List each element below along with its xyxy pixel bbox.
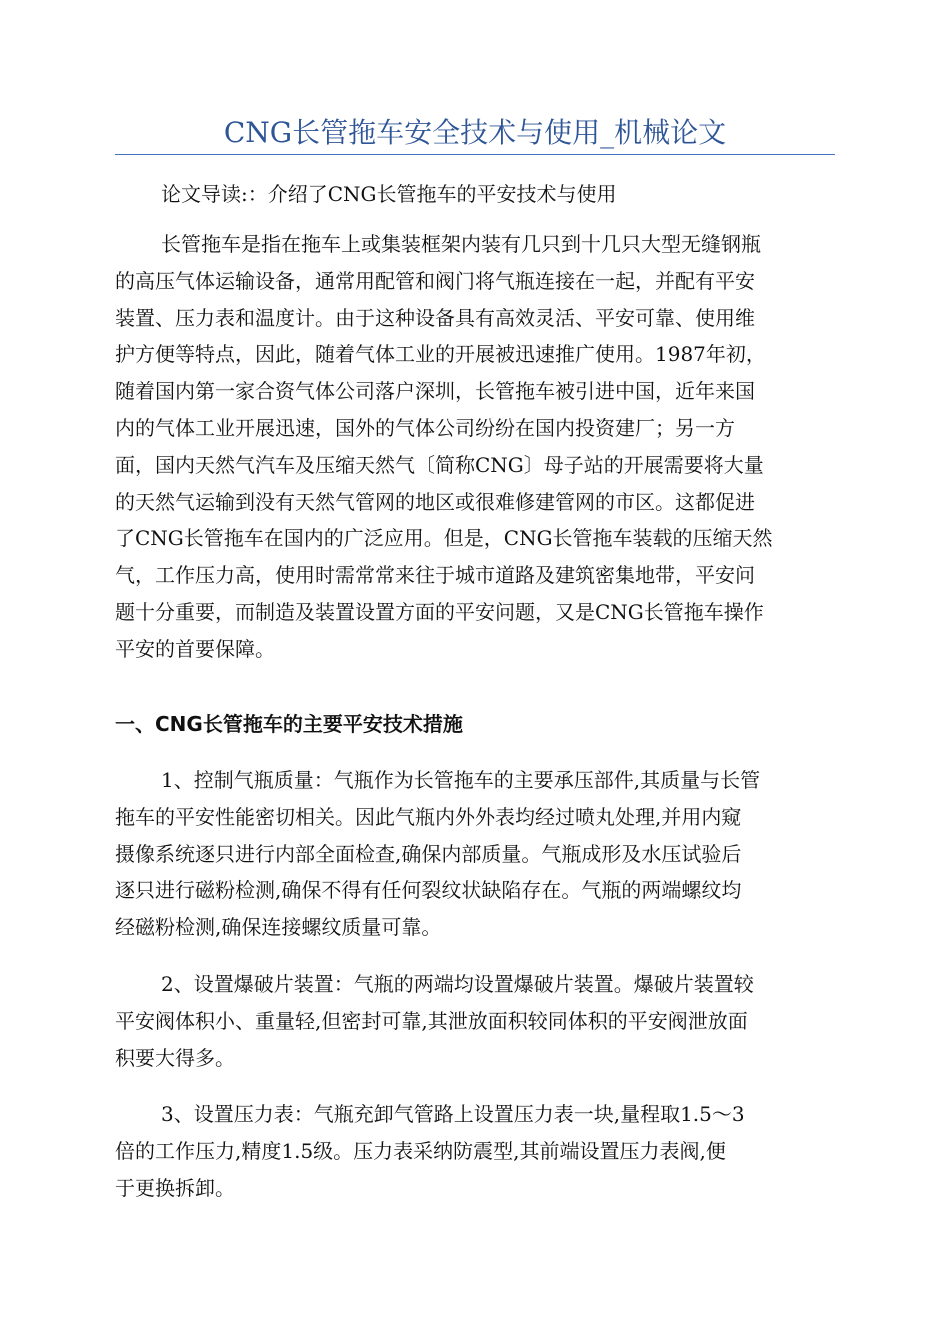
text-line: 拖车的平安性能密切相关。因此气瓶内外外表均经过喷丸处理,并用内窥: [115, 804, 742, 829]
text-line: 护方便等特点，因此，随着气体工业的开展被迅速推广使用。1987年初，: [115, 342, 766, 367]
item-3-paragraph: [115, 1096, 835, 1206]
text-line: 2、设置爆破片装置：气瓶的两端均设置爆破片装置。爆破片装置较: [161, 972, 754, 996]
text-line: 装置、压力表和温度计。由于这种设备具有高效灵活、平安可靠、使用维: [115, 305, 755, 330]
text-line: 倍的工作压力,精度1.5级。压力表采纳防震型,其前端设置压力表阀,便: [115, 1138, 726, 1163]
text-line: 平安阀体积小、重量轻,但密封可靠,其泄放面积较同体积的平安阀泄放面: [115, 1008, 748, 1033]
text-line: 气，工作压力高，使用时需常常来往于城市道路及建筑密集地带，平安问: [115, 563, 755, 588]
document-title: CNG长管拖车安全技术与使用_机械论文: [223, 116, 727, 149]
text-line: 经磁粉检测,确保连接螺纹质量可靠。: [115, 915, 442, 940]
text-line: 内的气体工业开展迅速，国外的气体公司纷纷在国内投资建厂；另一方: [115, 415, 735, 440]
intro-paragraph: [115, 176, 835, 212]
text-line: 摄像系统逐只进行内部全面检查,确保内部质量。气瓶成形及水压试验后: [115, 841, 742, 866]
title-underline: [115, 154, 835, 155]
text-line: 于更换拆卸。: [115, 1175, 235, 1200]
text-line: 平安的首要保障。: [115, 636, 275, 661]
text-line: 3、设置压力表：气瓶充卸气管路上设置压力表一块,量程取1.5～3: [161, 1102, 745, 1126]
paragraph-1: [115, 226, 835, 668]
text-line: 的高压气体运输设备，通常用配管和阀门将气瓶连接在一起，并配有平安: [115, 268, 755, 293]
text-line: 的天然气运输到没有天然气管网的地区或很难修建管网的市区。这都促进: [115, 489, 755, 514]
text-line: 长管拖车是指在拖车上或集装框架内装有几只到十几只大型无缝钢瓶: [161, 232, 761, 256]
text-line: 积要大得多。: [115, 1045, 235, 1070]
intro-line: 论文导读:：介绍了CNG长管拖车的平安技术与使用: [161, 182, 617, 206]
section-heading: 一、CNG长管拖车的主要平安技术措施: [115, 712, 463, 736]
text-line: 题十分重要，而制造及装置设置方面的平安问题，又是CNG长管拖车操作: [115, 599, 764, 624]
text-line: 面，国内天然气汽车及压缩天然气〔简称CNG〕母子站的开展需要将大量: [115, 452, 764, 477]
text-line: 逐只进行磁粉检测,确保不得有任何裂纹状缺陷存在。气瓶的两端螺纹均: [115, 878, 742, 903]
text-line: 了CNG长管拖车在国内的广泛应用。但是，CNG长管拖车装载的压缩天然: [115, 526, 773, 551]
text-line: 1、控制气瓶质量：气瓶作为长管拖车的主要承压部件,其质量与长管: [161, 768, 761, 792]
text-line: 随着国内第一家合资气体公司落户深圳，长管拖车被引进中国，近年来国: [115, 379, 755, 404]
item-1-paragraph: [115, 762, 835, 946]
item-2-paragraph: [115, 966, 835, 1076]
